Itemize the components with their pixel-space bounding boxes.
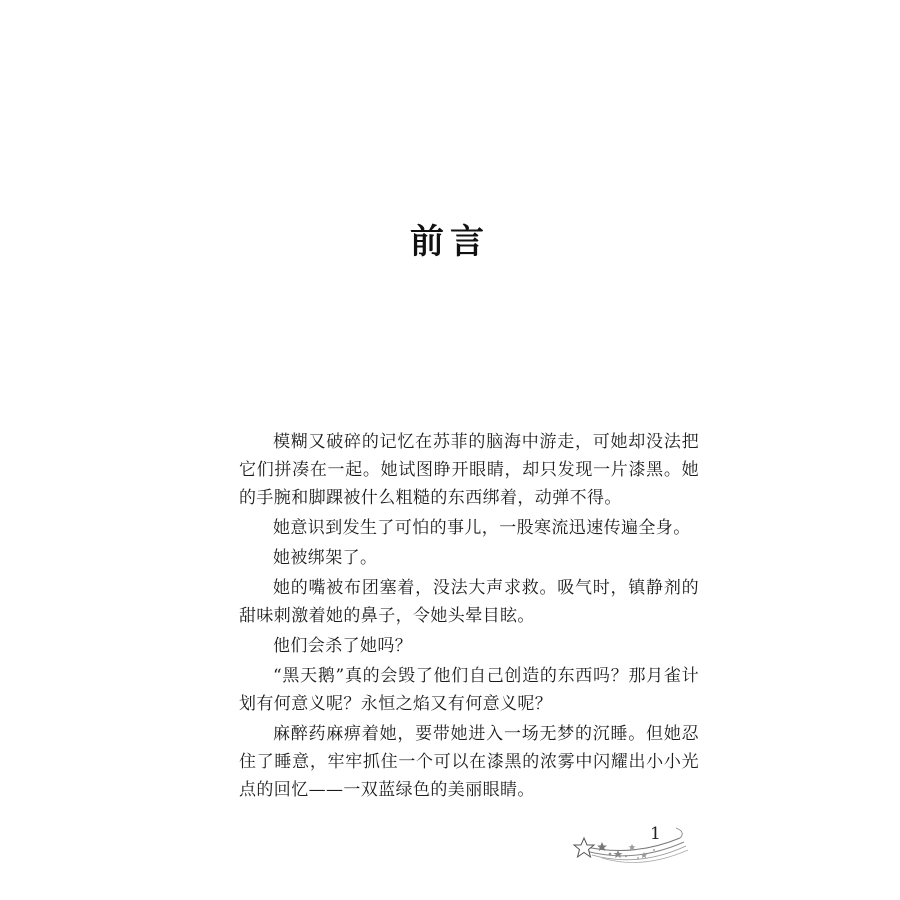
paragraph: “黑天鹅”真的会毁了他们自己创造的东西吗？那月雀计划有何意义呢？永恒之焰又有何意义呢？ (239, 666, 699, 714)
page-title: 前言 (410, 222, 490, 262)
paragraph: 她被绑架了。 (273, 548, 378, 568)
page-footer (572, 824, 692, 874)
paragraph: 他们会杀了她吗？ (273, 636, 413, 656)
paragraph: 麻醉药麻痹着她，要带她进入一场无梦的沉睡。但她忍住了睡意，牢牢抓住一个可以在漆黑的浓雾中闪耀出小小光点的回忆——一双蓝绿色的美丽眼睛。 (239, 724, 699, 800)
paragraph: 模糊又破碎的记忆在苏菲的脑海中游走，可她却没法把它们拼凑在一起。她试图睁开眼睛，却只发现一片漆黑。她的手腕和脚踝被什么粗糙的东西绑着，动弹不得。 (239, 432, 699, 508)
paragraph: 她意识到发生了可怕的事儿，一股寒流迅速传遍全身。 (273, 518, 691, 538)
page-number: 1 (650, 824, 661, 844)
body-text (239, 428, 699, 806)
shooting-stars-icon (572, 824, 692, 874)
paragraph: 她的嘴被布团塞着，没法大声求救。吸气时，镇静剂的甜味刺激着她的鼻子，令她头晕目眩。 (239, 578, 699, 626)
